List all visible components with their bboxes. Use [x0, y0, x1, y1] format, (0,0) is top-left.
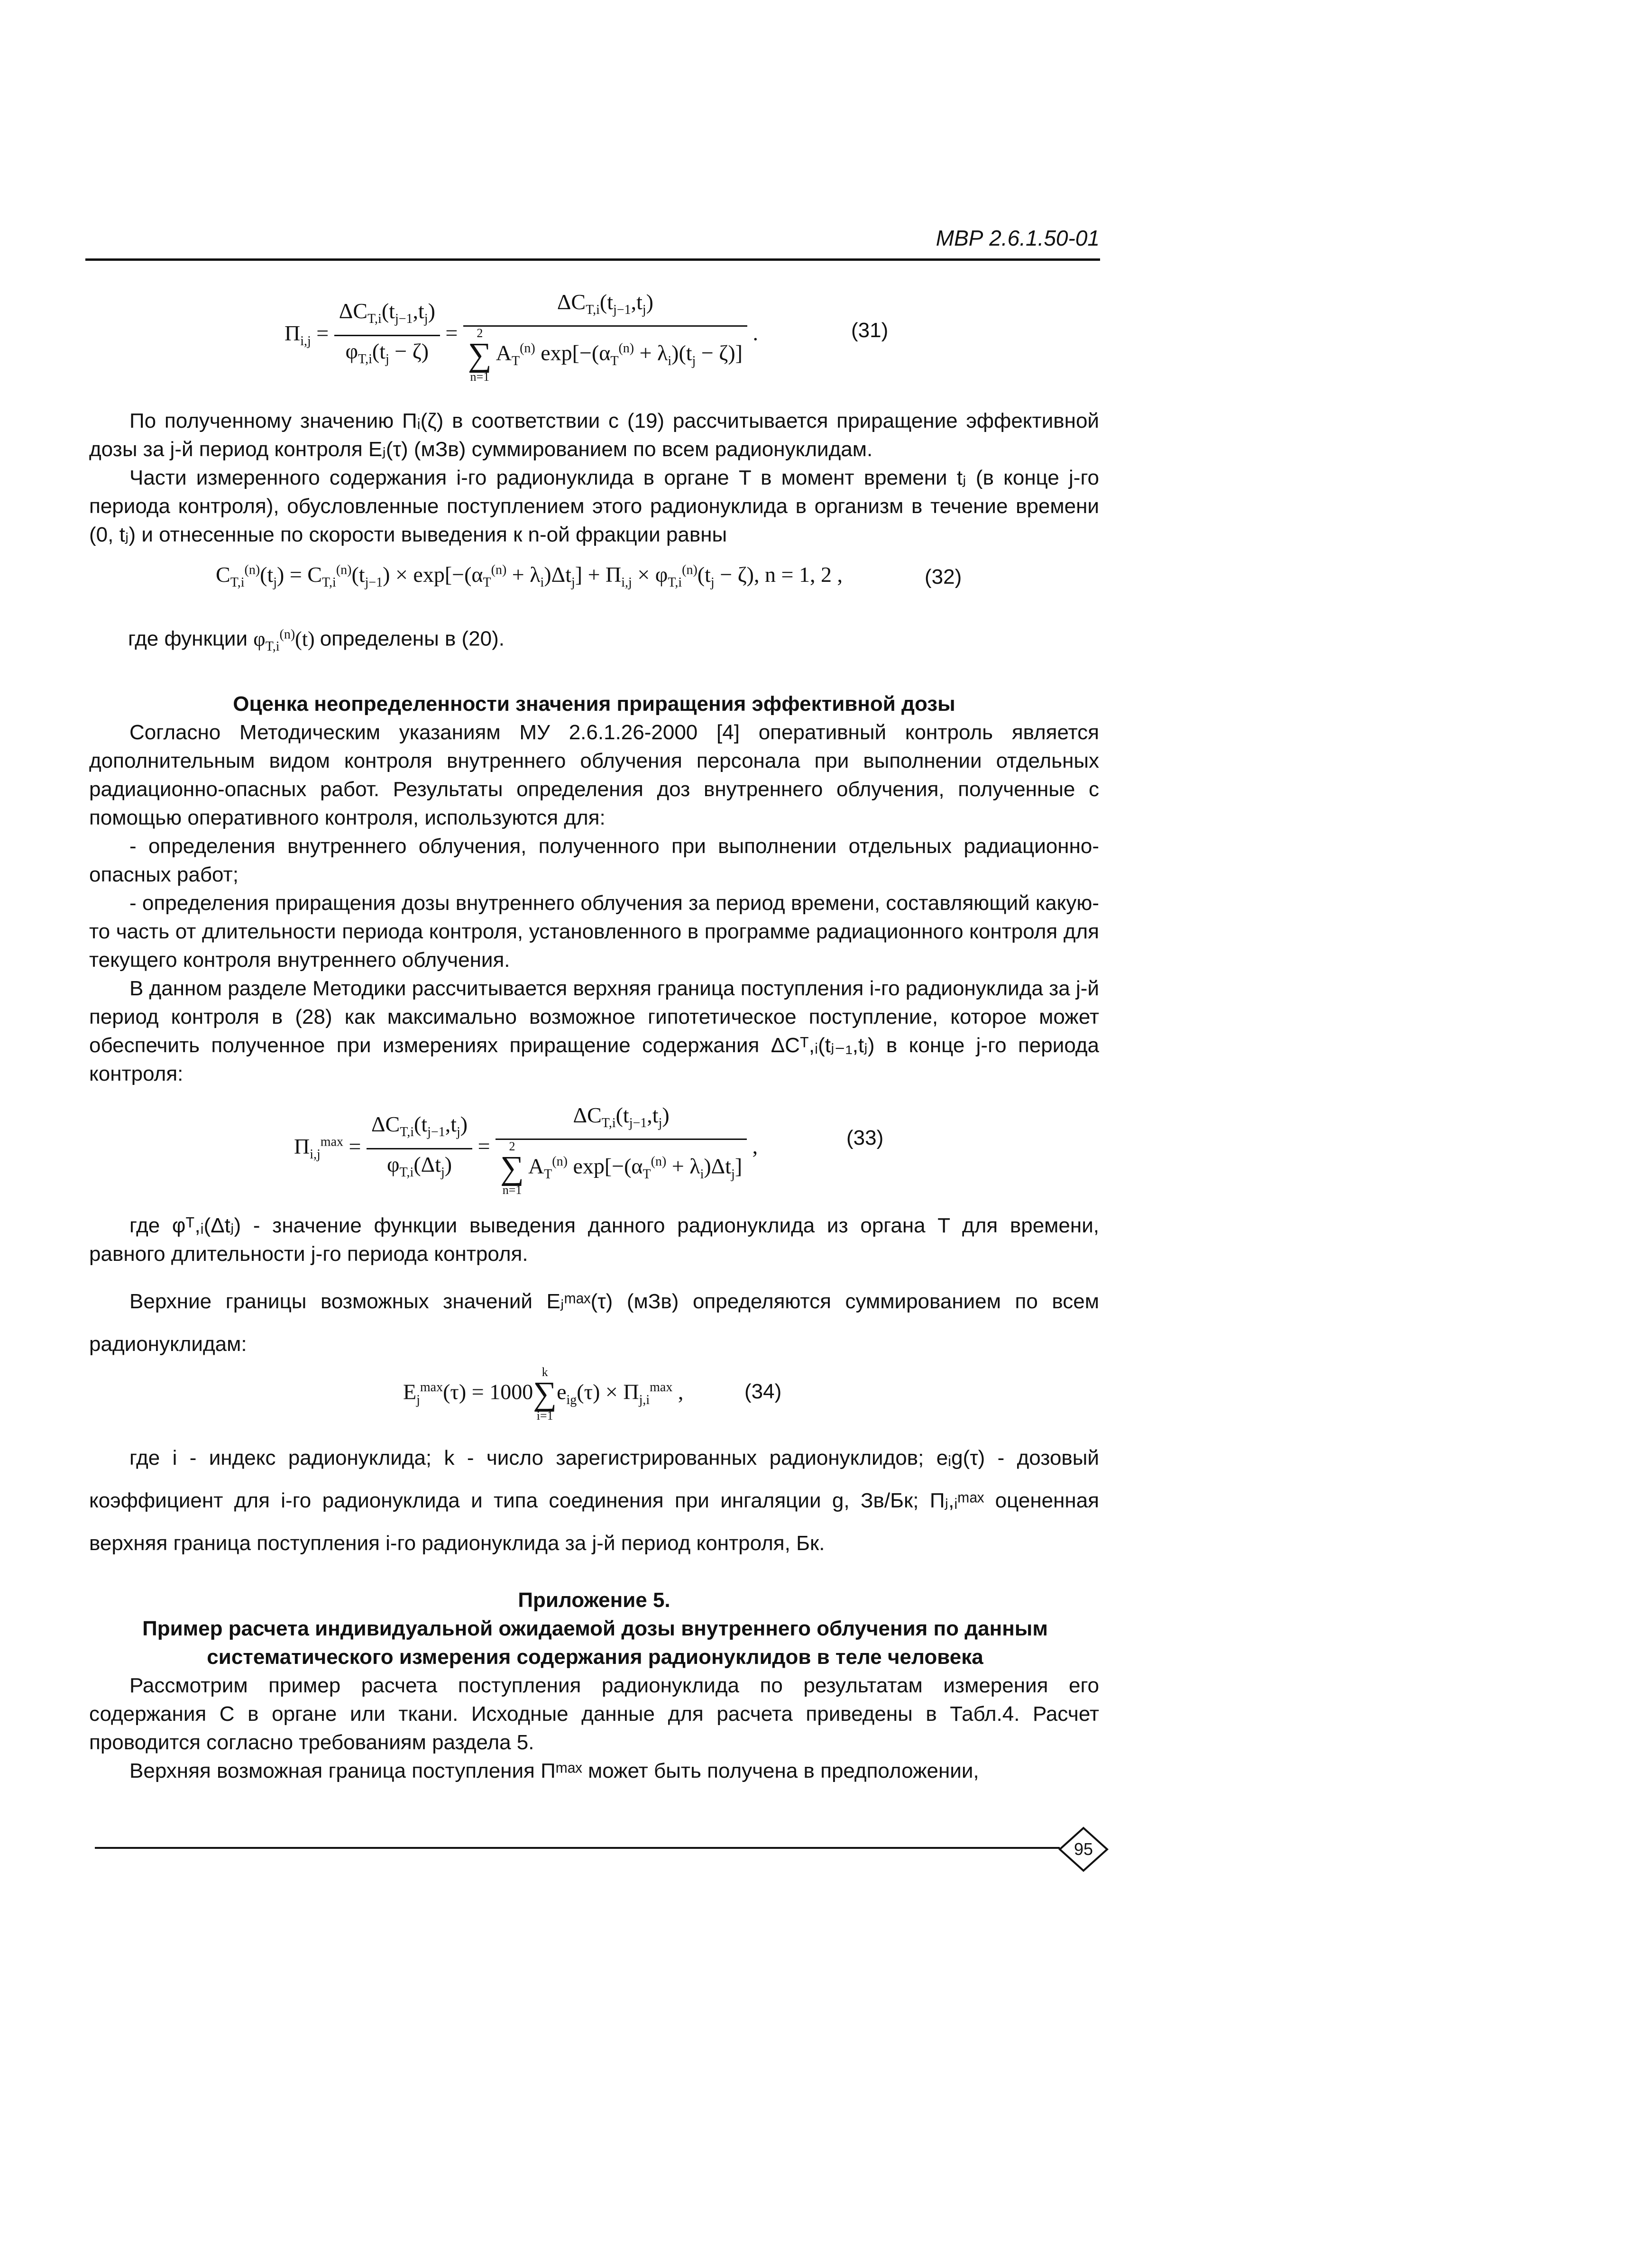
formula-33: $П_{i,j}^{max}$ = $\frac{\Delta C_{T,i}(t_{j-1},t_j)}{\varphi_{T,i}(\Delta t_j)}$ = $\Delta C_{T,i}(t_{j-1},t_j)$ 2 ∑ n=1 $A_T^{(n)}$ $\exp[-(\alpha_T^{(n)} + \lambda_i)\Delta t_j]$ , — [294, 1100, 758, 1197]
paragraph-8: где i - индекс радионуклида; k - число зарегистрированных радионуклидов; eᵢg(τ) - дозовый коэффициент для i-го радионуклида и типа соединения при ингаляции g, Зв/Бк; Пⱼ,ᵢᵐᵃˣ оцененная верхняя граница поступления i-го радионуклида за j-й период контроля, Бк. — [89, 1446, 1099, 1555]
footer-rule — [95, 1847, 1060, 1849]
formula-34-coef: 1000 — [489, 1379, 533, 1404]
equation-number-31: (31) — [851, 319, 889, 342]
bullet-1: - определения внутреннего облучения, полученного при выполнении отдельных радиационно-опасных работ; — [89, 835, 1099, 886]
equation-number-34: (34) — [744, 1380, 782, 1403]
equation-number-33: (33) — [846, 1126, 884, 1149]
bullet-2: - определения приращения дозы внутреннего облучения за период времени, составляющий какую-то часть от длительности периода контроля, установленного в программе радиационного контроля для текущего контроля внутреннего облучения. — [89, 891, 1099, 972]
paragraph-2: Части измеренного содержания i-го радионуклида в органе T в момент времени tⱼ (в конце j-го периода контроля), обусловленные поступлением этого радионуклида в организм в течение времени (0, tⱼ) и отнесенные по скорости выведения к n-ой фракции равны — [89, 466, 1099, 546]
formula-31: $П_{i,j}$ = $\frac{\Delta C_{T,i}(t_{j-1},t_j)}{\varphi_{T,i}(t_j - \zeta)}$ = $\Delta C_{T,i}(t_{j-1},t_j)$ 2 ∑ n=1 $A_T^{(n)}$ $\exp[-(\alpha_T^{(n)} + \lambda_i)(t_j - \zeta)]$ . — [285, 287, 758, 384]
formula-34: $E_j^{max}(\tau) = 1000$ k ∑ i=1 $e_{ig}(\tau) \times П_{j,i}^{max}$ , — [403, 1365, 684, 1423]
page-number-badge — [1057, 1826, 1110, 1873]
page-number: 95 — [1074, 1839, 1093, 1859]
paragraph-5: В данном разделе Методики рассчитывается верхняя граница поступления i-го радионуклида за j-й период контроля в (28) как максимально возможное гипотетическое поступление, которое может обеспечить полученное при измерениях приращение содержания ΔCᵀ,ᵢ(tⱼ₋₁,tⱼ) в конце j-го периода контроля: — [89, 977, 1099, 1085]
paragraph-3-prefix: где функции — [128, 627, 248, 651]
appendix-title: Приложение 5. — [518, 1589, 670, 1612]
paragraph-3-suffix: определены в (20). — [320, 627, 505, 651]
appendix-subtitle: Пример расчета индивидуальной ожидаемой дозы внутреннего облучения по данным систематического измерения содержания радионуклидов в теле человека — [142, 1617, 1048, 1669]
formula-32: $C_{T,i}^{(n)}(t_j) = C_{T,i}^{(n)}(t_{j-1}) \times \exp[-(\alpha_T^{(n)} + \lambda_i)\Delta t_j] + П_{i,j} \times \varphi_{T,i}^{(n)}(t_j - \zeta)$, n = 1, 2 , — [216, 562, 843, 590]
equation-number-32: (32) — [925, 565, 962, 588]
paragraph-1: По полученному значению Пᵢ(ζ) в соответствии с (19) рассчитывается приращение эффективной дозы за j-й период контроля Eⱼ(τ) (мЗв) суммированием по всем радионуклидам. — [89, 409, 1099, 461]
paragraph-3: где функции $\varphi_{T,i}^{(n)}(t)$ определены в (20). — [128, 627, 505, 654]
section-title: Оценка неопределенности значения приращения эффективной дозы — [233, 692, 955, 716]
paragraph-4: Согласно Методическим указаниям МУ 2.6.1.26-2000 [4] оперативный контроль является дополнительным видом контроля внутреннего облучения персонала при выполнении отдельных радиационно-опасных работ. Результаты определения доз внутреннего облучения, полученные с помощью оперативного контроля, используются для: — [89, 721, 1099, 829]
paragraph-10: Верхняя возможная граница поступления Пᵐᵃˣ может быть получена в предположении, — [129, 1759, 979, 1782]
header-rule — [85, 258, 1100, 261]
paragraph-9: Рассмотрим пример расчета поступления радионуклида по результатам измерения его содержания C в органе или ткани. Исходные данные для расчета приведены в Табл.4. Расчет проводится согласно требованиям раздела 5. — [89, 1674, 1099, 1754]
paragraph-6: где φᵀ,ᵢ(Δtⱼ) - значение функции выведения данного радионуклида из органа T для времени, равного длительности j-го периода контроля. — [89, 1214, 1099, 1266]
paragraph-7: Верхние границы возможных значений Eⱼᵐᵃˣ(τ) (мЗв) определяются суммированием по всем радионуклидам: — [89, 1290, 1099, 1356]
document-code: МВР 2.6.1.50-01 — [936, 226, 1100, 250]
formula-32-tail: , n = 1, 2 , — [754, 562, 843, 587]
